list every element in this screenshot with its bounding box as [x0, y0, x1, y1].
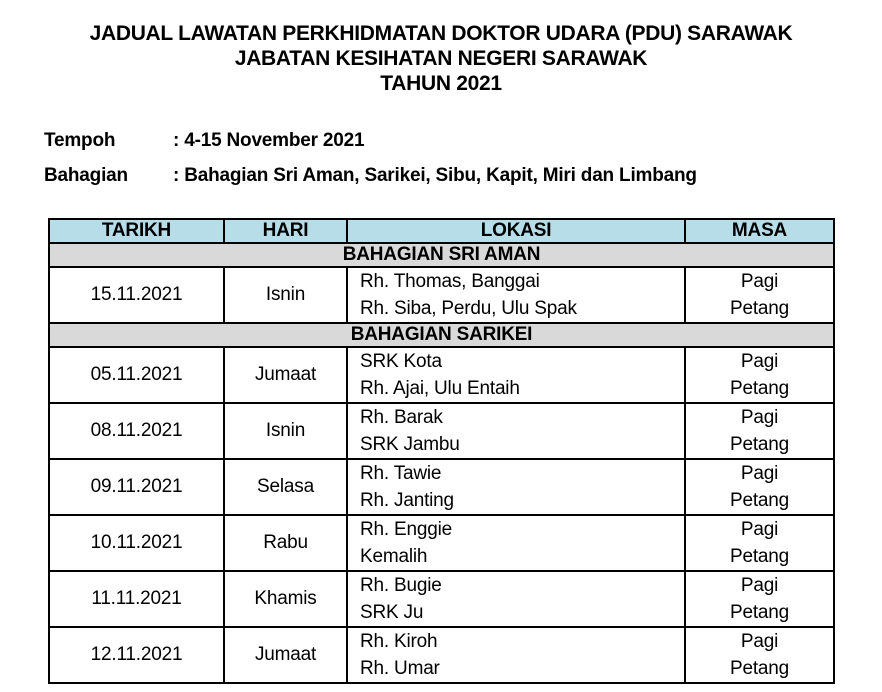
lokasi-line: Rh. Ajai, Ulu Entaih	[360, 378, 520, 399]
document-title	[0, 21, 882, 96]
lokasi-line: Rh. Barak	[360, 407, 443, 428]
masa-line: Pagi	[740, 631, 779, 652]
cell-masa	[685, 347, 834, 403]
masa-line: Petang	[729, 490, 790, 511]
lokasi-line: Rh. Janting	[360, 490, 454, 511]
cell-hari: Isnin	[224, 267, 347, 323]
section-label: BAHAGIAN SARIKEI	[49, 323, 834, 347]
lokasi-line: Kemalih	[360, 546, 428, 567]
schedule-row	[49, 571, 834, 627]
cell-hari: Selasa	[224, 459, 347, 515]
lokasi-line: Rh. Tawie	[360, 463, 442, 484]
cell-tarikh: 09.11.2021	[49, 459, 224, 515]
cell-lokasi	[347, 571, 685, 627]
table-header-row	[49, 219, 834, 243]
lokasi-line: Rh. Enggie	[360, 519, 453, 540]
cell-lokasi	[347, 627, 685, 683]
cell-hari: Khamis	[224, 571, 347, 627]
masa-line: Petang	[729, 602, 790, 623]
schedule-row	[49, 403, 834, 459]
lokasi-line: Rh. Siba, Perdu, Ulu Spak	[360, 298, 577, 319]
tempoh-label: Tempoh	[44, 130, 116, 151]
schedule-table-body	[49, 243, 834, 683]
meta-row-tempoh	[44, 130, 697, 152]
cell-lokasi	[347, 347, 685, 403]
masa-line: Pagi	[740, 271, 779, 292]
lokasi-line: SRK Jambu	[360, 434, 460, 455]
bahagian-value: : Bahagian Sri Aman, Sarikei, Sibu, Kapit, Miri dan Limbang	[173, 165, 697, 186]
masa-line: Pagi	[740, 463, 779, 484]
cell-lokasi	[347, 403, 685, 459]
cell-masa	[685, 459, 834, 515]
masa-line: Pagi	[740, 519, 779, 540]
meta-block	[44, 130, 697, 200]
lokasi-line: SRK Ju	[360, 602, 424, 623]
header-hari: HARI	[224, 219, 347, 243]
masa-line: Petang	[729, 378, 790, 399]
masa-line: Petang	[729, 298, 790, 319]
cell-tarikh: 12.11.2021	[49, 627, 224, 683]
schedule-row	[49, 627, 834, 683]
cell-hari: Rabu	[224, 515, 347, 571]
cell-lokasi	[347, 515, 685, 571]
tempoh-value: : 4-15 November 2021	[173, 130, 365, 151]
cell-masa	[685, 627, 834, 683]
masa-line: Pagi	[740, 351, 779, 372]
masa-line: Pagi	[740, 575, 779, 596]
lokasi-line: Rh. Kiroh	[360, 631, 438, 652]
document-title-line-1: JADUAL LAWATAN PERKHIDMATAN DOKTOR UDARA (PDU) SARAWAK	[89, 22, 793, 45]
schedule-row	[49, 267, 834, 323]
schedule-row	[49, 459, 834, 515]
document-title-line-3: TAHUN 2021	[380, 72, 502, 95]
document-title-line-2: JABATAN KESIHATAN NEGERI SARAWAK	[234, 47, 648, 70]
cell-hari: Isnin	[224, 403, 347, 459]
bahagian-label: Bahagian	[44, 165, 128, 186]
schedule-table	[48, 218, 835, 684]
cell-tarikh: 10.11.2021	[49, 515, 224, 571]
cell-tarikh: 11.11.2021	[49, 571, 224, 627]
cell-hari: Jumaat	[224, 347, 347, 403]
lokasi-line: Rh. Umar	[360, 658, 440, 679]
section-row	[49, 243, 834, 267]
masa-line: Petang	[729, 434, 790, 455]
header-tarikh: TARIKH	[49, 219, 224, 243]
section-row	[49, 323, 834, 347]
cell-lokasi	[347, 459, 685, 515]
masa-line: Petang	[729, 546, 790, 567]
masa-line: Pagi	[740, 407, 779, 428]
cell-masa	[685, 571, 834, 627]
meta-row-bahagian	[44, 165, 697, 187]
cell-hari: Jumaat	[224, 627, 347, 683]
header-masa: MASA	[685, 219, 834, 243]
cell-masa	[685, 515, 834, 571]
lokasi-line: Rh. Thomas, Banggai	[360, 271, 540, 292]
schedule-row	[49, 347, 834, 403]
lokasi-line: Rh. Bugie	[360, 575, 442, 596]
section-label: BAHAGIAN SRI AMAN	[49, 243, 834, 267]
cell-masa	[685, 403, 834, 459]
cell-masa	[685, 267, 834, 323]
schedule-row	[49, 515, 834, 571]
header-lokasi: LOKASI	[347, 219, 685, 243]
cell-lokasi	[347, 267, 685, 323]
cell-tarikh: 15.11.2021	[49, 267, 224, 323]
cell-tarikh: 08.11.2021	[49, 403, 224, 459]
cell-tarikh: 05.11.2021	[49, 347, 224, 403]
lokasi-line: SRK Kota	[360, 351, 442, 372]
masa-line: Petang	[729, 658, 790, 679]
